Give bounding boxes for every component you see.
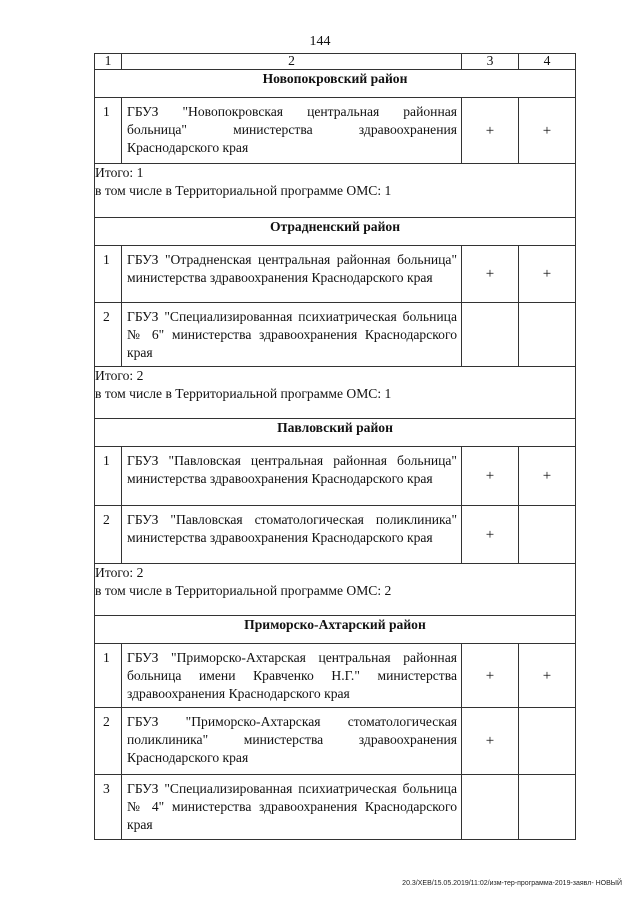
organization-name: ГБУЗ "Специализированная психиатрическая больница № 4" министерства здравоохранения Краснодарского края	[122, 775, 462, 840]
row-number: 2	[95, 708, 122, 775]
mark-col3: +	[462, 644, 519, 708]
organization-name: ГБУЗ "Специализированная психиатрическая больница № 6" министерства здравоохранения Краснодарского края	[122, 303, 462, 367]
row-number: 2	[95, 506, 122, 564]
mark-col4	[519, 303, 576, 367]
table-row	[95, 447, 576, 506]
row-number: 1	[95, 98, 122, 164]
page-number: 144	[309, 34, 331, 49]
total-cell	[95, 367, 576, 419]
mark-col3: +	[462, 98, 519, 164]
table-row	[95, 708, 576, 775]
row-number: 2	[95, 303, 122, 367]
table-row	[95, 303, 576, 367]
column-header-row	[95, 54, 576, 70]
mark-col4	[519, 708, 576, 775]
district-name: Новопокровский район	[95, 70, 576, 98]
mark-col4: +	[519, 447, 576, 506]
row-number: 1	[95, 447, 122, 506]
mark-col4	[519, 775, 576, 840]
total-count: Итого: 1	[95, 165, 144, 180]
column-header: 1	[95, 54, 122, 70]
oms-count: в том числе в Территориальной программе ОМС: 1	[95, 386, 392, 401]
table-row	[95, 775, 576, 840]
total-cell	[95, 564, 576, 616]
column-header: 4	[519, 54, 576, 70]
medical-organizations-table	[94, 53, 576, 840]
total-row	[95, 367, 576, 419]
mark-col4: +	[519, 98, 576, 164]
total-row	[95, 164, 576, 218]
mark-col3: +	[462, 708, 519, 775]
district-name: Отрадненский район	[95, 218, 576, 246]
organization-name: ГБУЗ "Новопокровская центральная районная больница" министерства здравоохранения Краснодарского края	[122, 98, 462, 164]
total-count: Итого: 2	[95, 565, 144, 580]
total-count: Итого: 2	[95, 368, 144, 383]
table-row	[95, 246, 576, 303]
mark-col4	[519, 506, 576, 564]
organization-name: ГБУЗ "Приморско-Ахтарская стоматологическая поликлиника" министерства здравоохранения Краснодарского края	[122, 708, 462, 775]
table-row	[95, 506, 576, 564]
mark-col3: +	[462, 447, 519, 506]
district-name: Павловский район	[95, 419, 576, 447]
row-number: 1	[95, 644, 122, 708]
mark-col3: +	[462, 246, 519, 303]
organization-name: ГБУЗ "Приморско-Ахтарская центральная районная больница имени Кравченко Н.Г." министерства здравоохранения Краснодарского края	[122, 644, 462, 708]
table-row	[95, 644, 576, 708]
organization-name: ГБУЗ "Отрадненская центральная районная больница" министерства здравоохранения Краснодарского края	[122, 246, 462, 303]
mark-col4: +	[519, 246, 576, 303]
mark-col3	[462, 775, 519, 840]
organization-name: ГБУЗ "Павловская стоматологическая поликлиника" министерства здравоохранения Краснодарского края	[122, 506, 462, 564]
oms-count: в том числе в Территориальной программе ОМС: 1	[95, 183, 392, 198]
oms-count: в том числе в Территориальной программе ОМС: 2	[95, 583, 392, 598]
organization-name: ГБУЗ "Павловская центральная районная больница" министерства здравоохранения Краснодарского края	[122, 447, 462, 506]
document-footer: 20.3/ХЕВ/15.05.2019/11:02/изм-тер-программа-2019-заявл- НОВЫЙ	[402, 880, 622, 887]
district-header-row	[95, 218, 576, 246]
column-header: 2	[122, 54, 462, 70]
district-name: Приморско-Ахтарский район	[95, 616, 576, 644]
column-header: 3	[462, 54, 519, 70]
total-row	[95, 564, 576, 616]
district-header-row	[95, 419, 576, 447]
mark-col3	[462, 303, 519, 367]
district-header-row	[95, 616, 576, 644]
mark-col4: +	[519, 644, 576, 708]
total-cell	[95, 164, 576, 218]
district-header-row	[95, 70, 576, 98]
table-row	[95, 98, 576, 164]
row-number: 1	[95, 246, 122, 303]
row-number: 3	[95, 775, 122, 840]
mark-col3: +	[462, 506, 519, 564]
